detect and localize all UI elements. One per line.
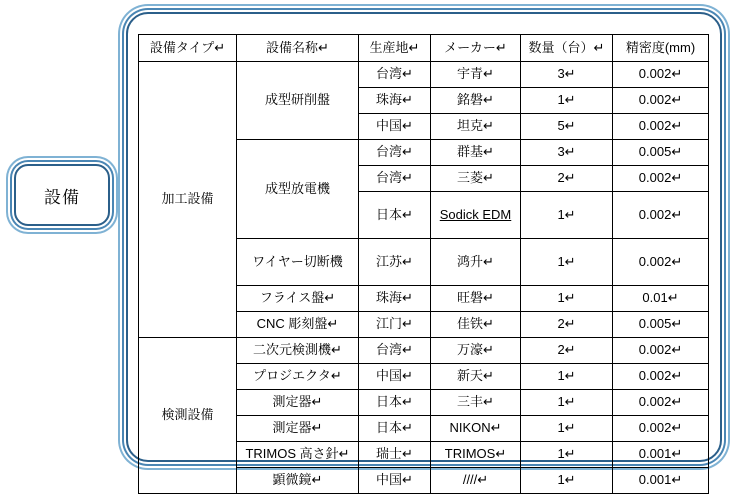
cell-quantity: 1↵ xyxy=(521,239,613,286)
cell-maker: 佳铁↵ xyxy=(431,312,521,338)
cell-quantity: 2↵ xyxy=(521,166,613,192)
cell-origin: 台湾↵ xyxy=(359,166,431,192)
cell-precision: 0.002↵ xyxy=(613,62,709,88)
cell-quantity: 2↵ xyxy=(521,338,613,364)
cell-maker: 銘磐↵ xyxy=(431,88,521,114)
cell-origin: 中国↵ xyxy=(359,468,431,494)
cell-maker: 新天↵ xyxy=(431,364,521,390)
table-body xyxy=(139,35,709,494)
equipment-table xyxy=(138,34,709,494)
cell-equipment-name: フライス盤↵ xyxy=(237,286,359,312)
cell-quantity: 1↵ xyxy=(521,192,613,239)
cell-maker: NIKON↵ xyxy=(431,416,521,442)
cell-maker: TRIMOS↵ xyxy=(431,442,521,468)
table-row xyxy=(139,62,709,88)
cell-equipment-name: 二次元検測機↵ xyxy=(237,338,359,364)
table-row xyxy=(139,338,709,364)
cell-equipment-name: TRIMOS 高さ針↵ xyxy=(237,442,359,468)
cell-precision: 0.002↵ xyxy=(613,88,709,114)
header-name: 設備名称↵ xyxy=(237,35,359,62)
header-maker: メーカー↵ xyxy=(431,35,521,62)
cell-origin: 瑞士↵ xyxy=(359,442,431,468)
cell-quantity: 1↵ xyxy=(521,442,613,468)
cell-quantity: 1↵ xyxy=(521,468,613,494)
cell-quantity: 1↵ xyxy=(521,286,613,312)
cell-precision: 0.005↵ xyxy=(613,312,709,338)
cell-quantity: 1↵ xyxy=(521,364,613,390)
cell-maker: 群基↵ xyxy=(431,140,521,166)
cell-maker: 宇青↵ xyxy=(431,62,521,88)
header-precision: 精密度(mm) xyxy=(613,35,709,62)
cell-quantity: 5↵ xyxy=(521,114,613,140)
underlined-text: Sodick EDM xyxy=(439,206,512,222)
header-qty: 数量（台）↵ xyxy=(521,35,613,62)
cell-origin: 台湾↵ xyxy=(359,338,431,364)
cell-precision: 0.001↵ xyxy=(613,442,709,468)
cell-quantity: 1↵ xyxy=(521,88,613,114)
cell-maker xyxy=(431,192,521,239)
equipment-label-box xyxy=(14,164,110,226)
cell-equipment-type: 加工設備 xyxy=(139,62,237,338)
cell-origin: 中国↵ xyxy=(359,114,431,140)
cell-origin: 珠海↵ xyxy=(359,88,431,114)
cell-maker: 鸿升↵ xyxy=(431,239,521,286)
cell-maker: 万濠↵ xyxy=(431,338,521,364)
cell-quantity: 1↵ xyxy=(521,390,613,416)
cell-precision: 0.002↵ xyxy=(613,166,709,192)
cell-precision: 0.002↵ xyxy=(613,114,709,140)
cell-origin: 日本↵ xyxy=(359,390,431,416)
cell-precision: 0.002↵ xyxy=(613,192,709,239)
cell-equipment-name: プロジエクタ↵ xyxy=(237,364,359,390)
cell-origin: 江苏↵ xyxy=(359,239,431,286)
cell-origin: 珠海↵ xyxy=(359,286,431,312)
cell-equipment-name: 顕微鏡↵ xyxy=(237,468,359,494)
cell-equipment-type: 検測設備 xyxy=(139,338,237,494)
header-type: 設備タイプ↵ xyxy=(139,35,237,62)
table-header-row xyxy=(139,35,709,62)
cell-quantity: 1↵ xyxy=(521,416,613,442)
cell-maker: 三丰↵ xyxy=(431,390,521,416)
cell-quantity: 3↵ xyxy=(521,140,613,166)
cell-precision: 0.002↵ xyxy=(613,239,709,286)
cell-precision: 0.002↵ xyxy=(613,338,709,364)
cell-equipment-name: 測定器↵ xyxy=(237,416,359,442)
cell-equipment-name: 成型研削盤 xyxy=(237,62,359,140)
cell-origin: 日本↵ xyxy=(359,192,431,239)
cell-precision: 0.002↵ xyxy=(613,390,709,416)
cell-equipment-name: ワイヤー切断機 xyxy=(237,239,359,286)
cell-quantity: 3↵ xyxy=(521,62,613,88)
cell-equipment-name: 測定器↵ xyxy=(237,390,359,416)
cell-equipment-name: 成型放電機 xyxy=(237,140,359,239)
cell-origin: 台湾↵ xyxy=(359,140,431,166)
cell-precision: 0.005↵ xyxy=(613,140,709,166)
cell-quantity: 2↵ xyxy=(521,312,613,338)
cell-maker: 坦克↵ xyxy=(431,114,521,140)
cell-equipment-name: CNC 彫刻盤↵ xyxy=(237,312,359,338)
cell-maker: ////↵ xyxy=(431,468,521,494)
cell-origin: 江门↵ xyxy=(359,312,431,338)
cell-maker: 旺磐↵ xyxy=(431,286,521,312)
cell-precision: 0.002↵ xyxy=(613,364,709,390)
cell-origin: 中国↵ xyxy=(359,364,431,390)
cell-precision: 0.01↵ xyxy=(613,286,709,312)
cell-precision: 0.002↵ xyxy=(613,416,709,442)
cell-precision: 0.001↵ xyxy=(613,468,709,494)
equipment-label-text: 設備 xyxy=(44,187,80,207)
header-origin: 生産地↵ xyxy=(359,35,431,62)
cell-origin: 日本↵ xyxy=(359,416,431,442)
cell-origin: 台湾↵ xyxy=(359,62,431,88)
cell-maker: 三菱↵ xyxy=(431,166,521,192)
